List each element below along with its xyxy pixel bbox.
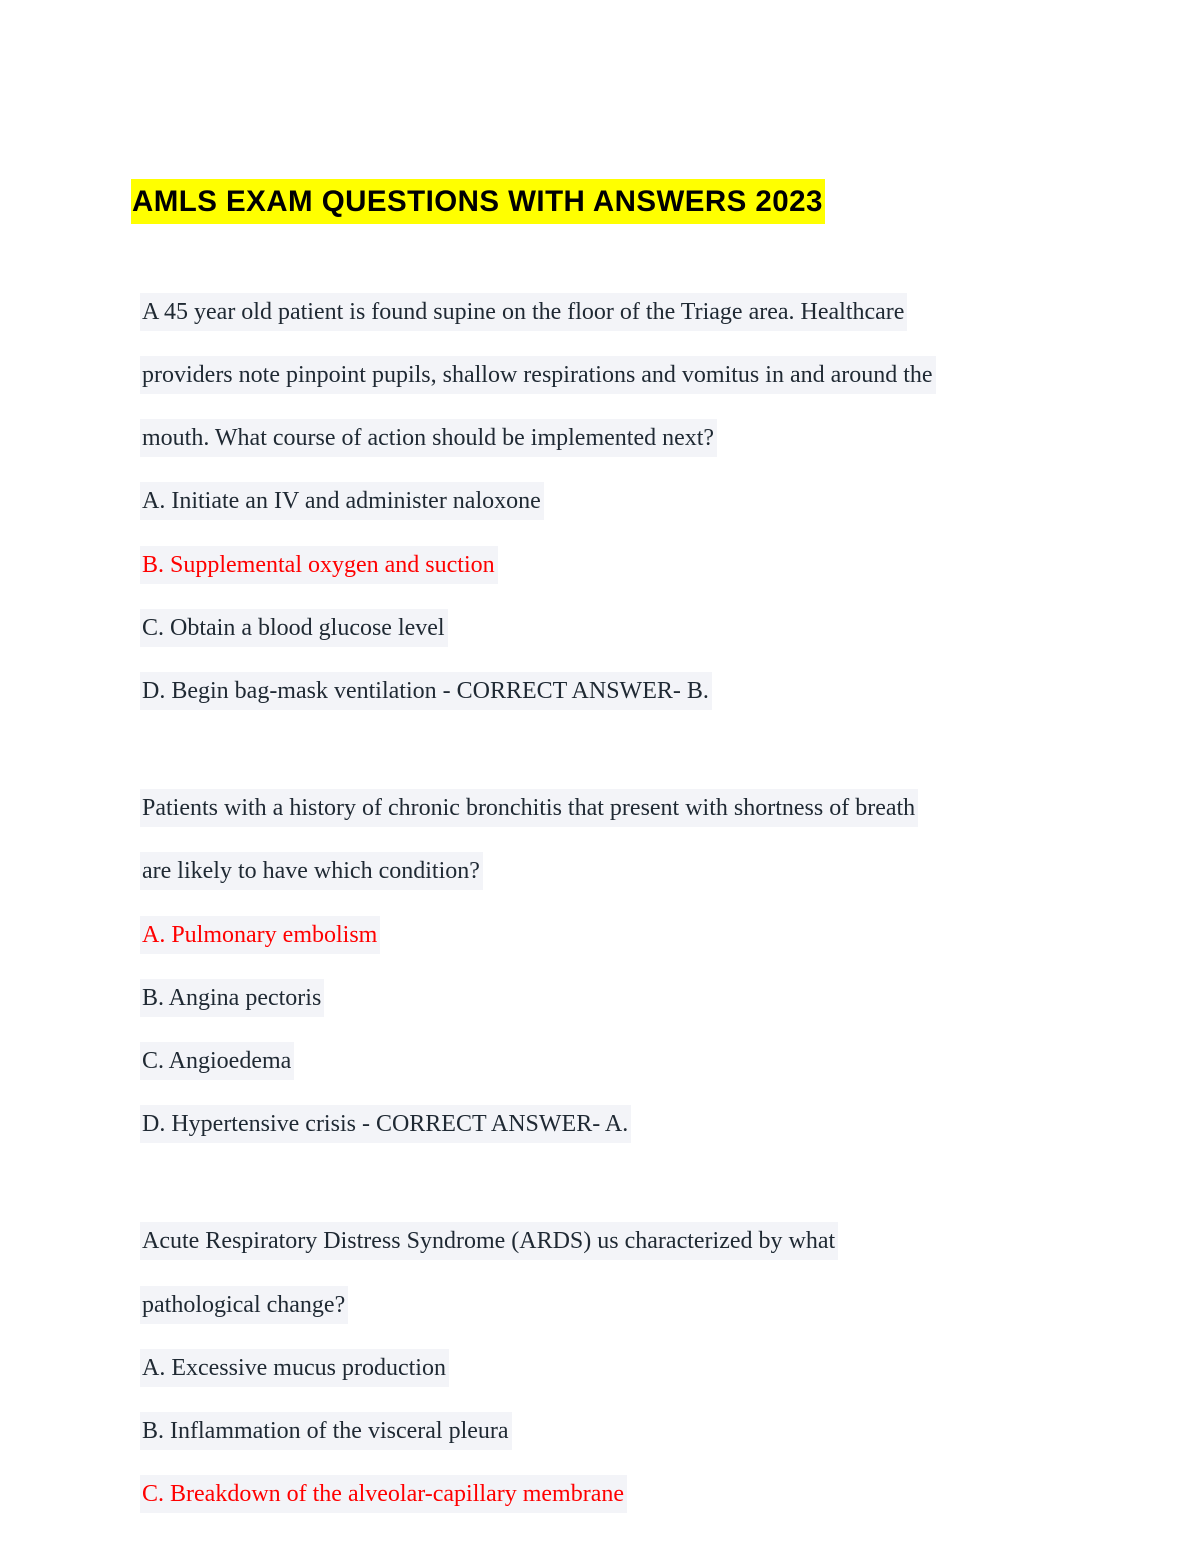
question-1-stem-line-3: mouth. What course of action should be implemented next? <box>140 419 717 457</box>
question-2-option-d: D. Hypertensive crisis - CORRECT ANSWER- A. <box>140 1105 631 1143</box>
question-3-option-a: A. Excessive mucus production <box>140 1349 449 1387</box>
question-1-option-a: A. Initiate an IV and administer naloxone <box>140 482 544 520</box>
question-2-option-c: C. Angioedema <box>140 1042 294 1080</box>
question-1-stem-line-2: providers note pinpoint pupils, shallow respirations and vomitus in and around the <box>140 356 936 394</box>
question-3-option-b: B. Inflammation of the visceral pleura <box>140 1412 512 1450</box>
question-1-option-b-correct: B. Supplemental oxygen and suction <box>140 546 498 584</box>
question-1-option-d: D. Begin bag-mask ventilation - CORRECT ANSWER- B. <box>140 672 712 710</box>
question-3-option-c-correct: C. Breakdown of the alveolar-capillary membrane <box>140 1475 627 1513</box>
question-1-option-c: C. Obtain a blood glucose level <box>140 609 448 647</box>
question-3-stem-line-1: Acute Respiratory Distress Syndrome (ARDS) us characterized by what <box>140 1222 838 1260</box>
question-2-option-b: B. Angina pectoris <box>140 979 324 1017</box>
question-1-stem-line-1: A 45 year old patient is found supine on the floor of the Triage area. Healthcare <box>140 293 907 331</box>
question-3-stem-line-2: pathological change? <box>140 1286 348 1324</box>
question-2-stem-line-1: Patients with a history of chronic bronchitis that present with shortness of breath <box>140 789 918 827</box>
question-2-stem-line-2: are likely to have which condition? <box>140 852 483 890</box>
question-2-option-a-correct: A. Pulmonary embolism <box>140 916 380 954</box>
document-title: AMLS EXAM QUESTIONS WITH ANSWERS 2023 <box>131 179 825 224</box>
